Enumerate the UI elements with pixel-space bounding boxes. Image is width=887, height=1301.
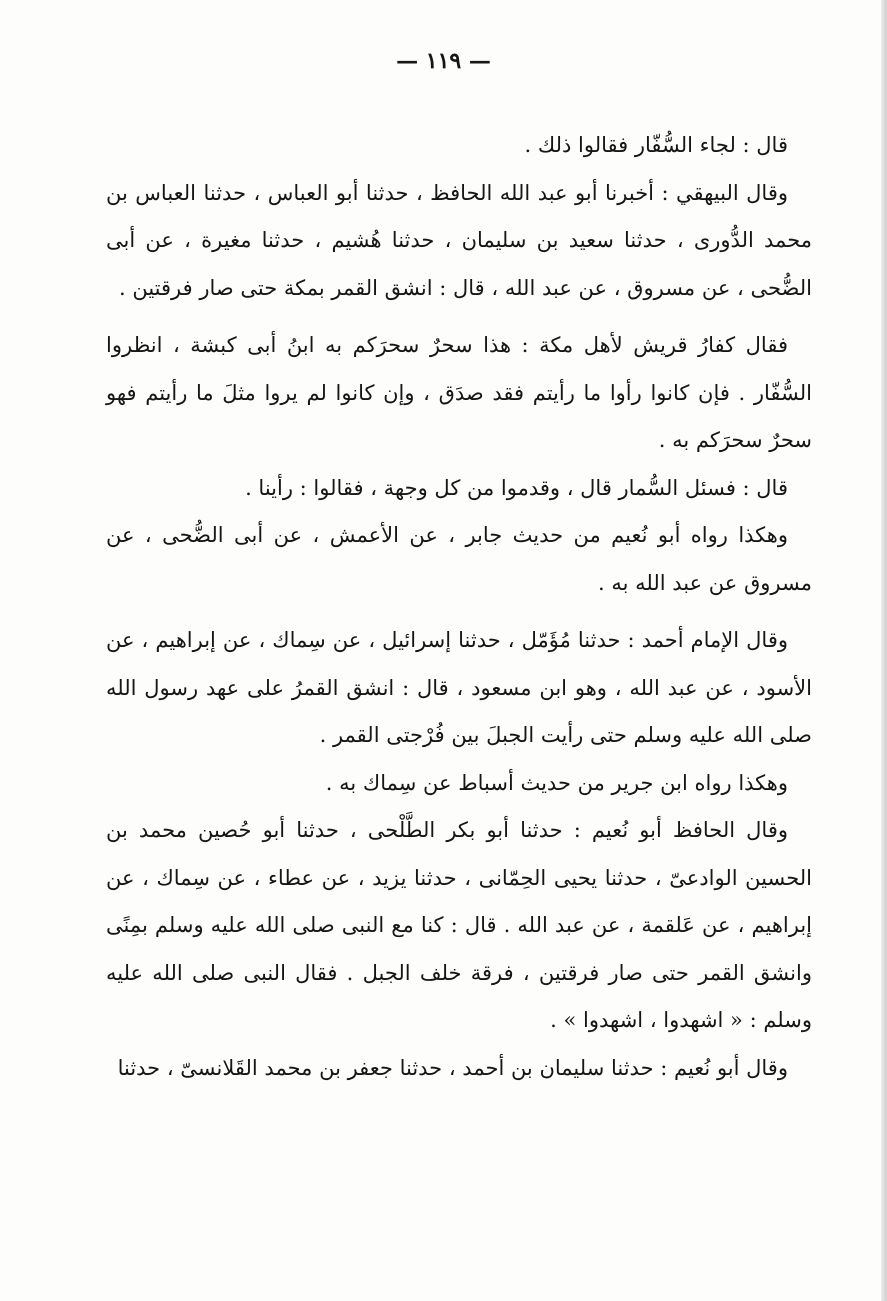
paragraph-6: وقال الإمام أحمد : حدثنا مُؤَمّل ، حدثنا إسرائيل ، عن سِماك ، عن إبراهيم ، عن الأسود ، عن عبد الله ، وهو ابن مسعود ، قال : انشق القمرُ على عهد رسول الله صلى الله عليه وسلم حتى رأيت الجبلَ بين فُرْجتى القمر . [106,628,812,747]
paragraph-9: وقال أبو نُعيم : حدثنا سليمان بن أحمد ، حدثنا جعفر بن محمد القَلانسىّ ، حدثنا [117,1055,788,1080]
paragraph-4: قال : فسئل السُّمار قال ، وقدموا من كل وجهة ، فقالوا : رأينا . [245,475,788,500]
paragraph-3: فقال كفارُ قريش لأهل مكة : هذا سحرٌ سحرَكم به ابنُ أبى كبشة ، انظروا السُّفّار . فإن كانوا رأوا ما رأيتم فقد صدَق ، وإن كانوا لم يروا مثلَ ما رأيتم فهو سحرٌ سحرَكم به . [106,333,812,452]
page-edge-shadow [881,0,887,1301]
paragraph-8: وقال الحافظ أبو نُعيم : حدثنا أبو بكر الطَّلْحى ، حدثنا أبو حُصين محمد بن الحسين الوادعىّ ، حدثنا يحيى الحِمّانى ، حدثنا يزيد ، عن عطاء ، عن سِماك ، عن إبراهيم ، عن عَلقمة ، عن عبد الله . قال : كنا مع النبى صلى الله عليه وسلم بمِنًى وانشق القمر حتى صار فرقتين ، فرقة خلف الجبل . فقال النبى صلى الله عليه وسلم : « اشهدوا ، اشهدوا » . [106,818,812,1032]
paragraph-7: وهكذا رواه ابن جرير من حديث أسباط عن سِماك به . [325,770,788,795]
paragraph-5: وهكذا رواه أبو نُعيم من حديث جابر ، عن الأعمش ، عن أبى الضُّحى ، عن مسروق عن عبد الله به . [106,523,812,595]
body-text [106,122,812,1092]
paragraph-1: قال : لجاء السُّفّار فقالوا ذلك . [524,133,788,157]
paragraph-2: وقال البيهقي : أخبرنا أبو عبد الله الحافظ ، حدثنا أبو العباس ، حدثنا العباس بن محمد الدُّورى ، حدثنا سعيد بن سليمان ، حدثنا هُشيم ، حدثنا مغيرة ، عن أبى الضُّحى ، عن مسروق ، عن عبد الله ، قال : انشق القمر بمكة حتى صار فرقتين . [106,180,812,300]
page-number: — ١١٩ — [396,48,491,74]
